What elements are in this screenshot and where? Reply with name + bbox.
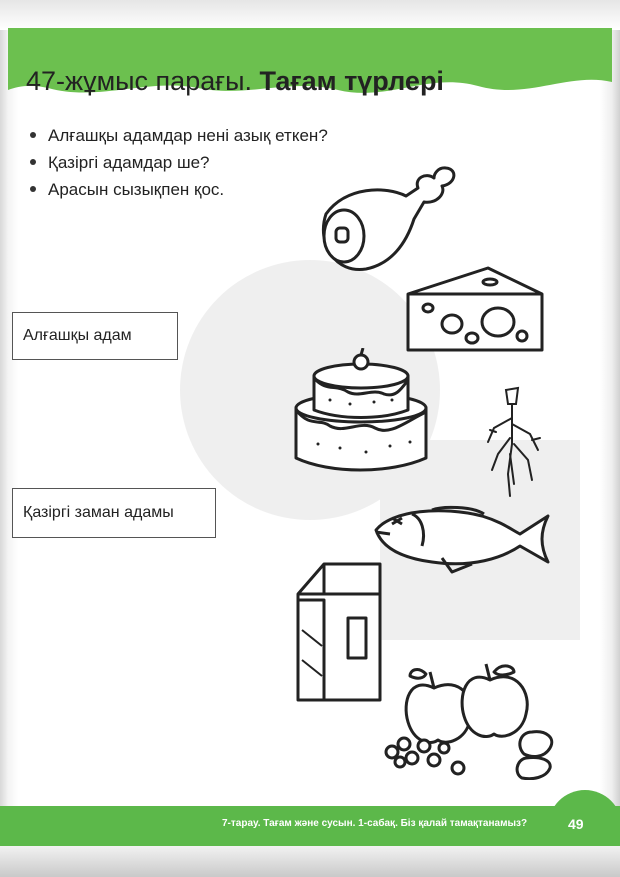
- root-icon[interactable]: [484, 384, 544, 500]
- bullet-icon: [30, 159, 36, 165]
- fish-icon[interactable]: [372, 502, 554, 582]
- bullet-icon: [30, 186, 36, 192]
- label-modern-person[interactable]: Қазіргі заман адамы: [12, 488, 216, 538]
- footer-chapter-text: 7-тарау. Тағам және сусын. 1-сабақ. Біз қалай тамақтанамыз?: [222, 818, 528, 829]
- instruction-item: Алғашқы адамдар нені азық еткен?: [30, 122, 328, 149]
- bullet-icon: [30, 132, 36, 138]
- cake-icon[interactable]: [290, 348, 432, 476]
- meat-leg-icon[interactable]: [306, 164, 466, 276]
- label-ancient-person[interactable]: Алғашқы адам: [12, 312, 178, 360]
- milk-carton-icon[interactable]: [294, 560, 386, 706]
- page-number: 49: [568, 816, 584, 832]
- page-title: [26, 66, 444, 97]
- instruction-list: [30, 122, 328, 203]
- cheese-icon[interactable]: [402, 264, 546, 356]
- instruction-item: Арасын сызықпен қос.: [30, 176, 328, 203]
- page-bottom-shadow: [0, 846, 620, 877]
- worksheet-topic: Тағам түрлері: [259, 66, 444, 96]
- page-top-shadow: [0, 0, 620, 30]
- apples-and-berries-icon[interactable]: [380, 662, 570, 780]
- worksheet-number: 47-жұмыс парағы.: [26, 66, 252, 96]
- instruction-item: Қазіргі адамдар ше?: [30, 149, 328, 176]
